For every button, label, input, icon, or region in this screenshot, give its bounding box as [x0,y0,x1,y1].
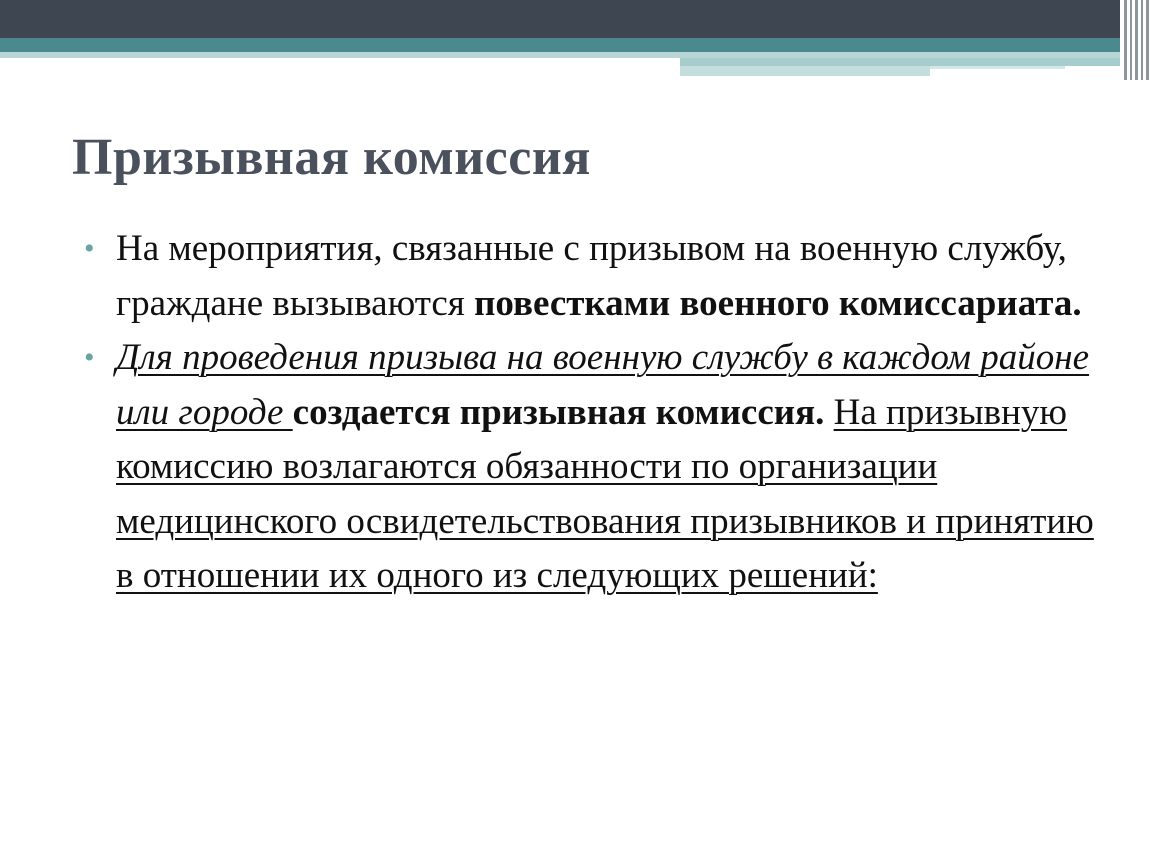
top-band-teal [0,38,1120,52]
vertical-bars-decoration [1120,0,1150,80]
bullet-item-1 [84,222,1094,331]
item-1-bold-text: повестками военного комиссариата. [474,282,1082,324]
bullet-marker: • [84,232,95,265]
top-band-step [680,58,1120,66]
top-band-line [930,66,1065,69]
top-band-dark [0,0,1120,38]
top-band-step-2 [680,66,930,76]
item-2-underlined-text: На призывную комиссию возлагаются обязанности по организации медицинского освидетельствования призывников и принятию в отношении их одного из следующих решений: [116,391,1094,596]
slide-body [84,222,1094,604]
bullet-item-2 [84,331,1094,604]
item-2-italic-text: Для проведения призыва на военную службу в каждом районе или городе [116,337,1090,433]
item-1-text: На мероприятия, связанные с призывом на военную службу, граждане вызываются [116,228,1067,324]
item-2-bold-text: создается призывная комиссия. [292,391,834,433]
slide-title: Призывная комиссия [72,129,591,186]
bullet-marker: • [84,341,95,374]
